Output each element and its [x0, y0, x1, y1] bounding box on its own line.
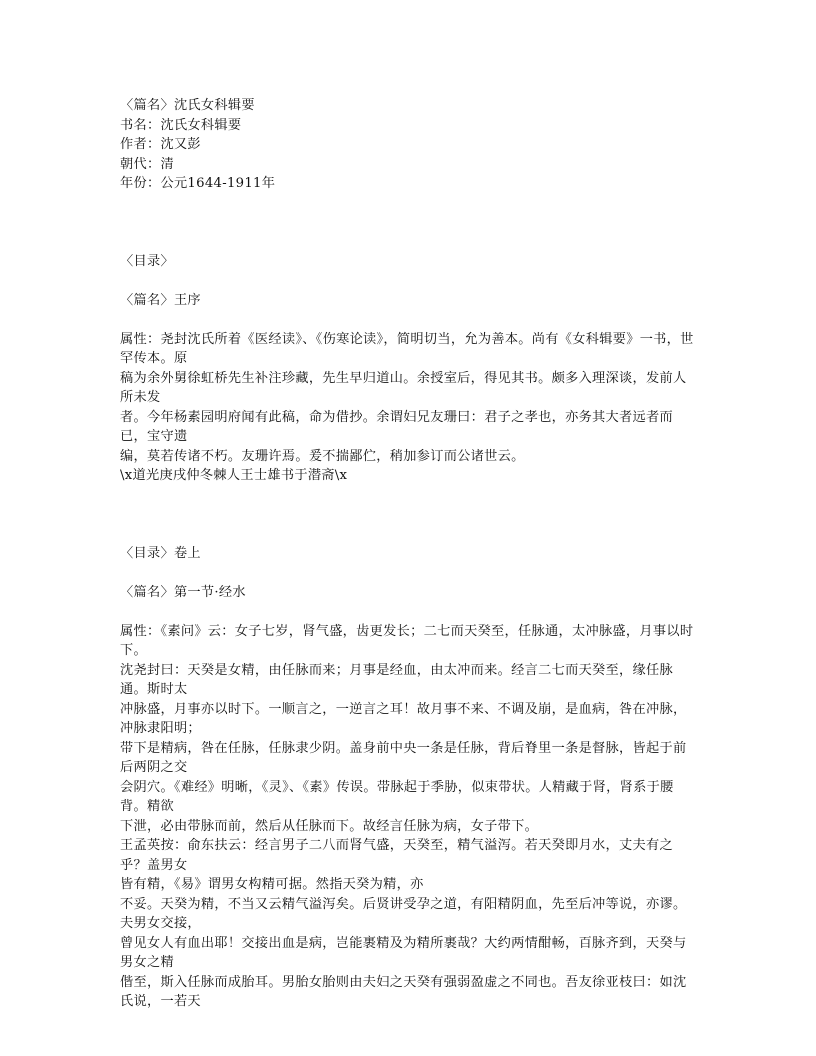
- spacer: [120, 310, 698, 330]
- paragraph-line: 会阴穴。《难经》明晰，《灵》、《素》传误。带脉起于季胁，似束带状。人精藏于肾，肾系于腰背。精欲: [120, 779, 674, 814]
- paragraph-line: 皆有精，《易》谓男女构精可据。然指天癸为精，亦: [120, 877, 424, 892]
- paragraph-line: 者。今年杨素园明府闻有此稿，命为借抄。余谓妇兄友珊曰：君子之孝也，亦务其大者远者而已，宝守遗: [120, 409, 673, 444]
- paragraph-line: 偕至，斯入任脉而成胎耳。男胎女胎则由夫妇之天癸有强弱盈虚之不同也。吾友徐亚枝曰：如沈氏说，一若天: [120, 974, 687, 1009]
- toc-volume-heading: 〈目录〉卷上: [120, 545, 201, 561]
- paragraph-line: 王孟英按：俞东扶云：经言男子二八而肾气盛，天癸至，精气溢泻。若天癸即月水，丈夫有之乎？盖男女: [120, 838, 673, 873]
- spacer: [120, 271, 698, 291]
- paragraph-line: 曾见女人有血出耶！交接出血是病，岂能裹精及为精所裹哉？大约两情酣畅，百脉齐到，天癸与男女之精: [120, 935, 687, 970]
- spacer: [120, 194, 698, 252]
- pian-ming-heading: 〈篇名〉沈氏女科辑要: [120, 98, 255, 113]
- year-range: 年份：公元1644-1911年: [120, 176, 276, 191]
- paragraph-line: 带下是精病，咎在任脉，任脉隶少阴。盖身前中央一条是任脉，背后脊里一条是督脉，皆起于前后两阴之交: [120, 740, 687, 775]
- author-name: 作者：沈又彭: [120, 137, 201, 152]
- paragraph-line: 不妥。天癸为精，不当又云精气溢泻矣。后贤讲受孕之道，有阳精阴血，先至后冲等说，亦谬。夫男女交接，: [120, 896, 687, 931]
- preface-title: 〈篇名〉王序: [120, 292, 201, 308]
- paragraph-line: 下泄，必由带脉而前，然后从任脉而下。故经言任脉为病，女子带下。: [120, 818, 539, 834]
- spacer: [120, 563, 698, 583]
- paragraph-line: 沈尧封曰：天癸是女精，由任脉而来；月事是经血，由太冲而来。经言二七而天癸至，缘任脉通。斯时太: [120, 662, 673, 697]
- paragraph-line: 冲脉盛，月事亦以时下。一顺言之，一逆言之耳！故月事不来、不调及崩，是血病，咎在冲脉，冲脉隶阳明；: [120, 701, 687, 736]
- toc-heading: 〈目录〉: [120, 253, 174, 269]
- paragraph-line: 编，莫若传诸不朽。友珊许焉。爰不揣鄙伫，稍加参订而公诸世云。: [120, 448, 525, 464]
- section-body: [120, 622, 698, 1012]
- dynasty: 朝代：清: [120, 156, 174, 172]
- book-name: 书名：沈氏女科辑要: [120, 117, 242, 133]
- paragraph-line: 属性：尧封沈氏所着《医经读》、《伤寒论读》，简明切当，允为善本。尚有《女科辑要》一书，世罕传本。原: [120, 331, 694, 366]
- preface-body: [120, 330, 698, 486]
- preface-signature: \x道光庚戌仲冬棘人王士雄书于潜斋\x: [120, 468, 348, 483]
- spacer: [120, 602, 698, 622]
- section-title: 〈篇名〉第一节·经水: [120, 584, 246, 600]
- document-header: [120, 96, 698, 194]
- spacer: [120, 486, 698, 544]
- paragraph-line: 稿为余外舅徐虹桥先生补注珍藏，先生早归道山。余授室后，得见其书。颇多入理深谈，发前人所未发: [120, 370, 687, 405]
- document-page: [120, 96, 698, 1012]
- paragraph-line: 属性：《素问》云：女子七岁，肾气盛，齿更发长；二七而天癸至，任脉通，太冲脉盛，月事以时下。: [120, 623, 694, 658]
